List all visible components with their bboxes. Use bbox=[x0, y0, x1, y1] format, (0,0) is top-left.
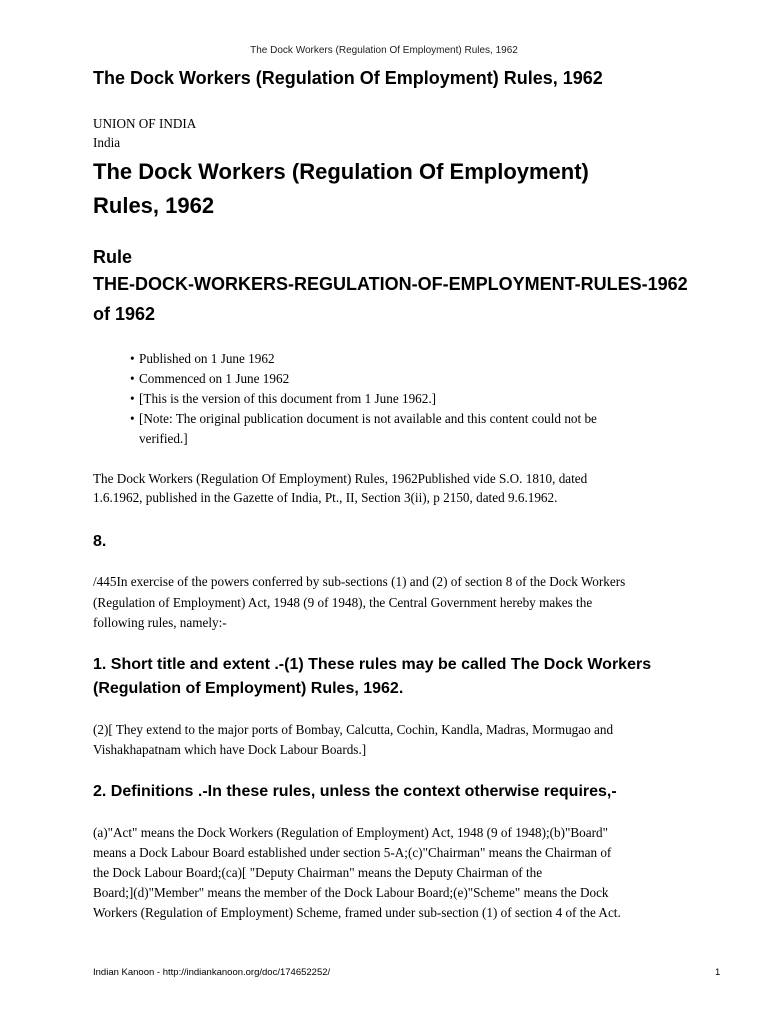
bullet-published: • Published on 1 June 1962 bbox=[130, 349, 597, 369]
running-header: The Dock Workers (Regulation Of Employment) Rules, 1962 bbox=[250, 45, 518, 56]
bullet-note-continuation: verified.] bbox=[139, 431, 188, 446]
rule-2-text-line-2: means a Dock Labour Board established under section 5-A;(c)"Chairman" means the Chairman of bbox=[93, 845, 612, 860]
publication-bullet-list bbox=[130, 349, 597, 429]
bullet-version: • [This is the version of this document from 1 June 1962.] bbox=[130, 389, 597, 409]
rule-2-text-line-1: (a)"Act" means the Dock Workers (Regulation of Employment) Act, 1948 (9 of 1948);(b)"Board" bbox=[93, 825, 608, 840]
bullet-note: • [Note: The original publication document is not available and this content could not be bbox=[130, 409, 597, 429]
publication-line-2: 1.6.1962, published in the Gazette of India, Pt., II, Section 3(ii), p 2150, dated 9.6.1962. bbox=[93, 490, 558, 505]
rule-1-text-line-1: (2)[ They extend to the major ports of Bombay, Calcutta, Cochin, Kandla, Madras, Mormugao and bbox=[93, 722, 614, 737]
footer-source-link[interactable]: Indian Kanoon - http://indiankanoon.org/doc/174652252/ bbox=[93, 967, 331, 978]
preamble-line-2: (Regulation of Employment) Act, 1948 (9 of 1948), the Central Government hereby makes the bbox=[93, 595, 593, 610]
country-label: India bbox=[93, 135, 121, 150]
bullet-commenced: • Commenced on 1 June 1962 bbox=[130, 369, 597, 389]
rule-1-heading-line-2: (Regulation of Employment) Rules, 1962. bbox=[93, 680, 404, 697]
rule-2-text-line-4: Board;](d)"Member" means the member of the Dock Labour Board;(e)"Scheme" means the Dock bbox=[93, 885, 609, 900]
rule-heading-line-2: THE-DOCK-WORKERS-REGULATION-OF-EMPLOYMENT-RULES-1962 bbox=[93, 274, 688, 294]
rule-1-text-line-2: Vishakhapatnam which have Dock Labour Boards.] bbox=[93, 742, 367, 757]
rule-heading-line-3: of 1962 bbox=[93, 304, 156, 324]
preamble-line-1: /445In exercise of the powers conferred by sub-sections (1) and (2) of section 8 of the Dock Workers bbox=[93, 574, 626, 589]
publication-line-1: The Dock Workers (Regulation Of Employment) Rules, 1962Published vide S.O. 1810, dated bbox=[93, 471, 588, 486]
preamble-line-3: following rules, namely:- bbox=[93, 615, 227, 630]
rule-2-text-line-3: the Dock Labour Board;(ca)[ "Deputy Chairman" means the Deputy Chairman of the bbox=[93, 865, 543, 880]
main-title: The Dock Workers (Regulation Of Employment) Rules, 1962 bbox=[93, 68, 603, 88]
rule-2-text-line-5: Workers (Regulation of Employment) Scheme, framed under sub-section (1) of section 4 of the Act. bbox=[93, 905, 621, 920]
page-number: 1 bbox=[715, 967, 721, 978]
rule-2-heading: 2. Definitions .-In these rules, unless the context otherwise requires,- bbox=[93, 783, 617, 800]
document-title-line-1: The Dock Workers (Regulation Of Employment) bbox=[93, 159, 589, 184]
section-number: 8. bbox=[93, 533, 107, 550]
rule-1-heading-line-1: 1. Short title and extent .-(1) These rules may be called The Dock Workers bbox=[93, 656, 652, 673]
document-title-line-2: Rules, 1962 bbox=[93, 193, 215, 218]
authority-label: UNION OF INDIA bbox=[93, 116, 197, 131]
rule-heading-line-1: Rule bbox=[93, 247, 133, 267]
